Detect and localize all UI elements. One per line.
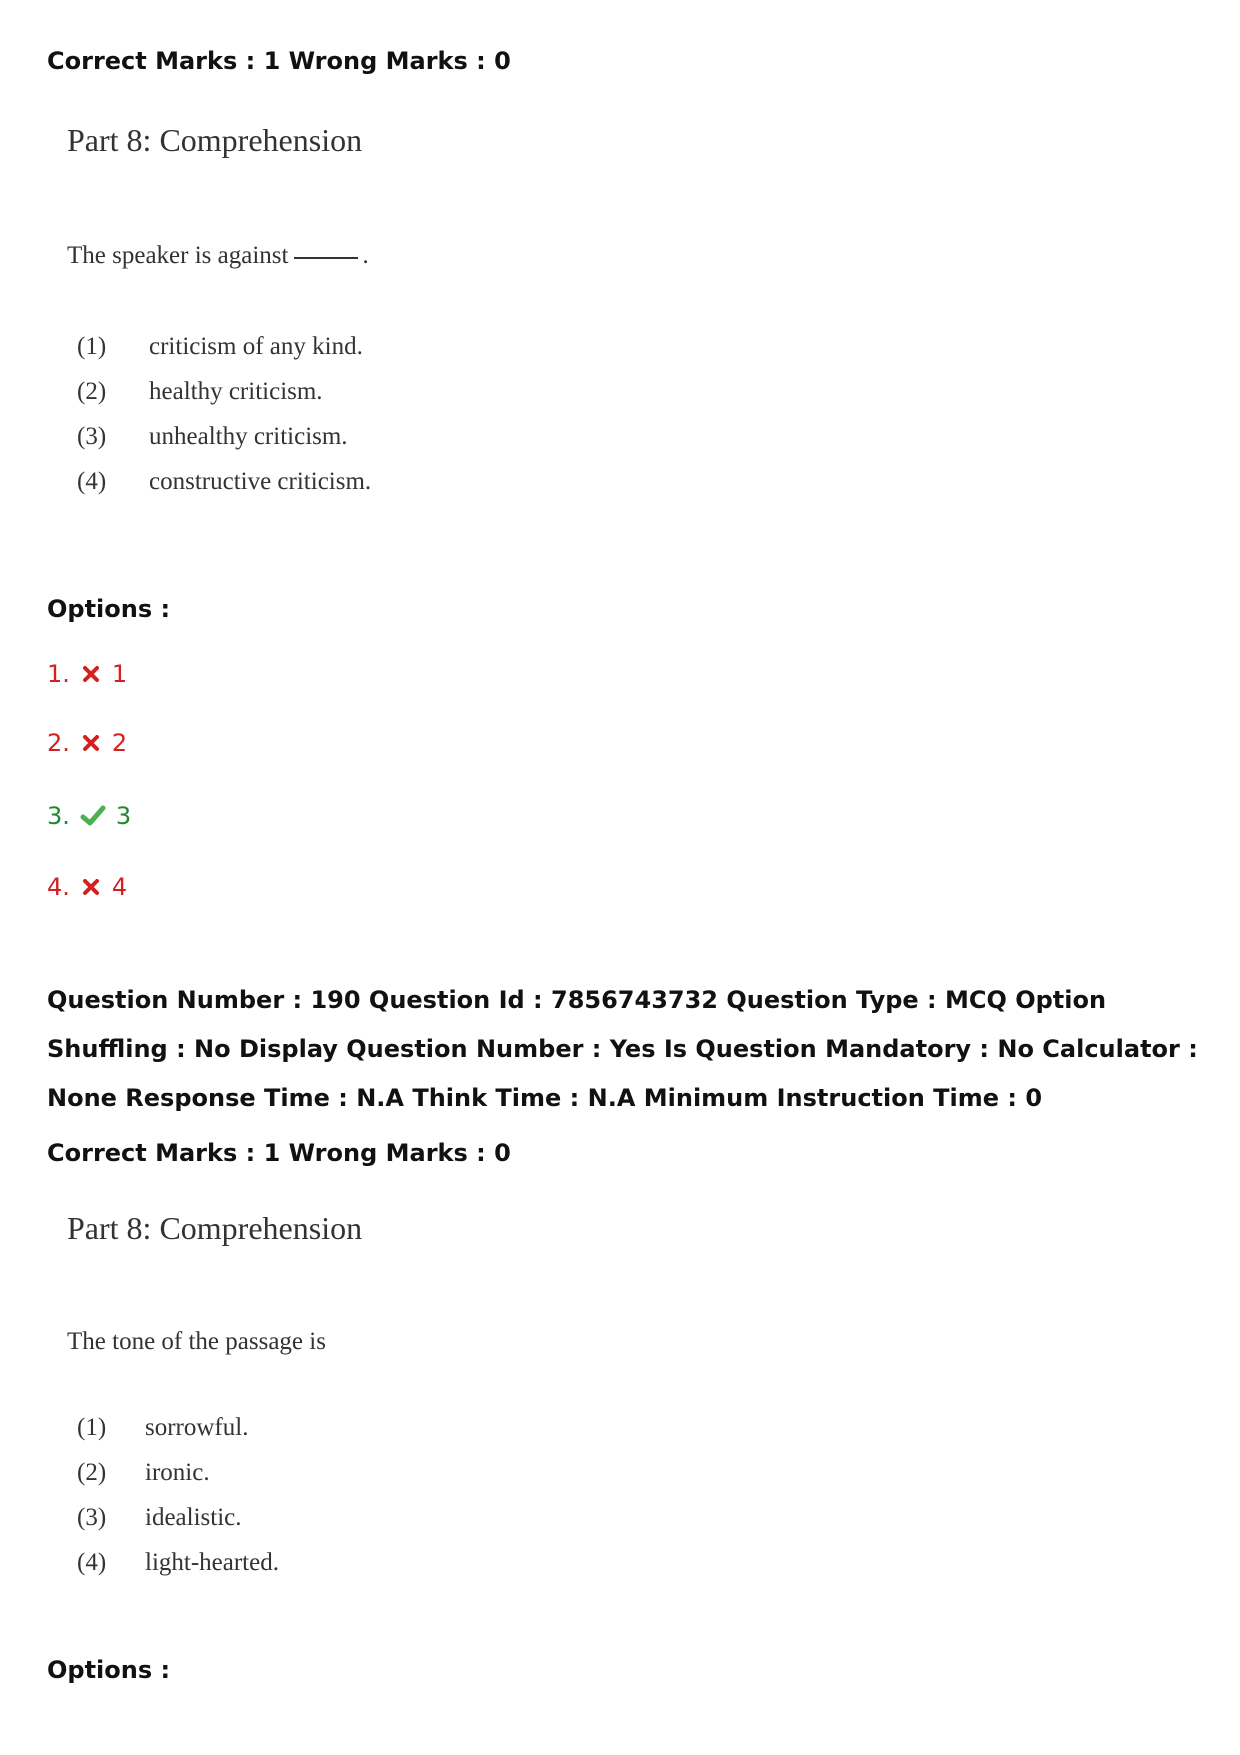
choice-text: ironic. bbox=[145, 1459, 210, 1486]
cross-icon bbox=[80, 876, 102, 898]
choice-number: (4) bbox=[77, 468, 107, 495]
option-value: 3 bbox=[115, 802, 132, 830]
option-index: 3. bbox=[47, 802, 70, 830]
option-value: 4 bbox=[111, 873, 128, 901]
options-label: Options : bbox=[47, 595, 171, 623]
option-item bbox=[47, 729, 127, 757]
part-title: Part 8: Comprehension bbox=[67, 122, 363, 158]
choice-item bbox=[77, 468, 371, 496]
part-title: Part 8: Comprehension bbox=[67, 1210, 363, 1246]
option-index: 4. bbox=[47, 873, 70, 901]
question-text: The tone of the passage is bbox=[67, 1328, 326, 1355]
choice-item bbox=[77, 1414, 248, 1442]
cross-icon bbox=[80, 663, 102, 685]
choice-item bbox=[77, 423, 348, 451]
option-item bbox=[47, 873, 127, 901]
marks-line: Correct Marks : 1 Wrong Marks : 0 bbox=[47, 47, 511, 75]
option-item bbox=[47, 660, 127, 688]
choice-item bbox=[77, 1459, 210, 1487]
option-item bbox=[47, 802, 131, 830]
option-index: 1. bbox=[47, 660, 70, 688]
choice-text: sorrowful. bbox=[145, 1414, 249, 1441]
choice-number: (3) bbox=[77, 1504, 107, 1531]
options-label: Options : bbox=[47, 1656, 171, 1684]
choice-text: constructive criticism. bbox=[149, 468, 372, 495]
choice-number: (1) bbox=[77, 333, 107, 360]
question-text-start: The speaker is against bbox=[67, 242, 289, 269]
choice-number: (4) bbox=[77, 1549, 107, 1576]
question-text-end: . bbox=[362, 242, 369, 269]
cross-icon bbox=[80, 732, 102, 754]
choice-number: (2) bbox=[77, 1459, 107, 1486]
question-text bbox=[67, 242, 369, 270]
choice-number: (1) bbox=[77, 1414, 107, 1441]
choice-text: criticism of any kind. bbox=[149, 333, 363, 360]
choice-text: healthy criticism. bbox=[149, 378, 323, 405]
choice-text: unhealthy criticism. bbox=[149, 423, 348, 450]
choice-item bbox=[77, 333, 363, 361]
choice-text: light-hearted. bbox=[145, 1549, 279, 1576]
check-icon bbox=[80, 805, 106, 827]
option-value: 2 bbox=[111, 729, 128, 757]
marks-line: Correct Marks : 1 Wrong Marks : 0 bbox=[47, 1139, 511, 1167]
option-value: 1 bbox=[111, 660, 128, 688]
choice-number: (3) bbox=[77, 423, 107, 450]
choice-item bbox=[77, 378, 323, 406]
question-meta: Question Number : 190 Question Id : 7856743732 Question Type : MCQ Option Shuffling : No Display Question Number : Yes Is Question Mandatory : No Calculator : None Response Time : N.A Think Time : N.A Minimum Instruction Time : 0 bbox=[47, 986, 1198, 1112]
option-index: 2. bbox=[47, 729, 70, 757]
choice-text: idealistic. bbox=[145, 1504, 242, 1531]
choice-number: (2) bbox=[77, 378, 107, 405]
choice-item bbox=[77, 1549, 279, 1577]
answer-blank bbox=[294, 257, 358, 259]
choice-item bbox=[77, 1504, 242, 1532]
